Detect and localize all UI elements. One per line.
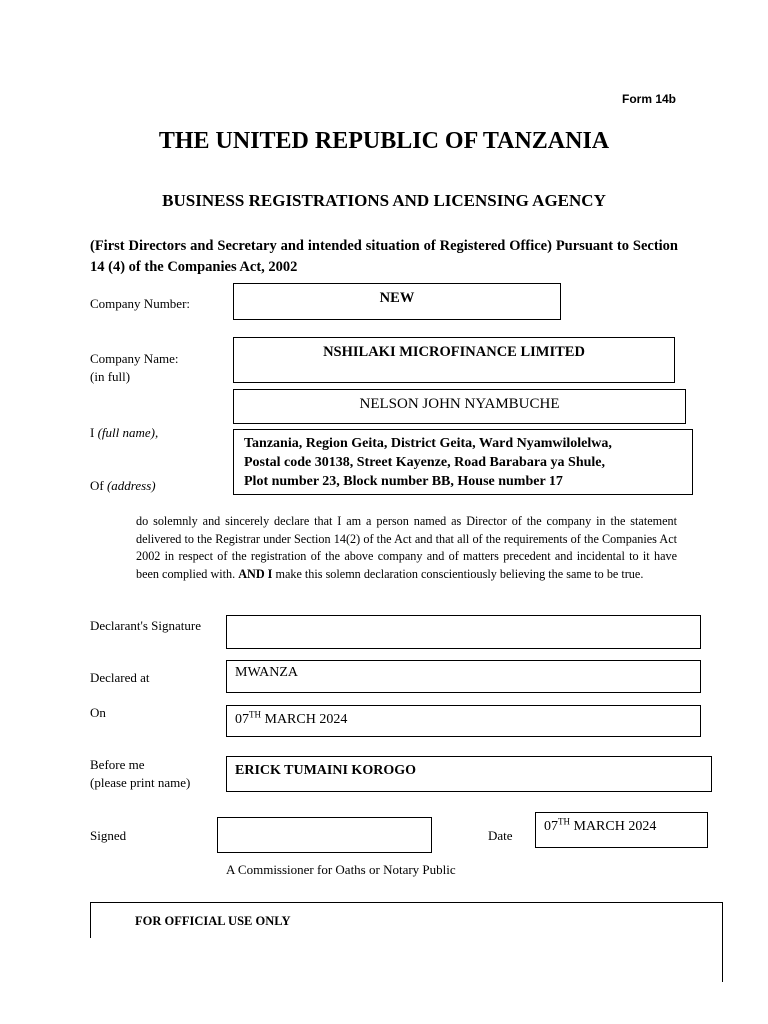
declared-on-suffix: TH bbox=[249, 709, 261, 720]
before-me-label-text: Before me bbox=[90, 757, 145, 772]
signed-label: Signed bbox=[90, 828, 127, 843]
official-use-label: FOR OFFICIAL USE ONLY bbox=[135, 914, 291, 928]
declared-at-label: Declared at bbox=[90, 670, 150, 685]
before-me-label bbox=[90, 756, 190, 792]
declared-at-value: MWANZA bbox=[235, 665, 298, 680]
address-prefix: Of bbox=[90, 478, 104, 493]
before-me-sub-label: (please print name) bbox=[90, 775, 191, 790]
company-number-field[interactable] bbox=[233, 283, 561, 320]
declaration-ending: make this solemn declaration conscientiously believing the same to be true. bbox=[275, 566, 644, 581]
address-hint: (address) bbox=[106, 478, 156, 493]
declaration-emphasis: AND I bbox=[238, 566, 273, 581]
declared-on-field[interactable] bbox=[226, 705, 701, 737]
declared-on-day: 07 bbox=[235, 712, 249, 727]
pursuant-heading: (First Directors and Secretary and intended situation of Registered Office) Pursuant to Section 14 (4) of the Companies Act, 2002 bbox=[90, 238, 678, 275]
company-number-label: Company Number: bbox=[90, 296, 191, 311]
signed-field[interactable] bbox=[217, 817, 432, 853]
page-title: THE UNITED REPUBLIC OF TANZANIA bbox=[158, 128, 610, 154]
signature-label: Declarant's Signature bbox=[90, 618, 201, 633]
company-name-label-text: Company Name: bbox=[90, 351, 179, 366]
on-label: On bbox=[90, 705, 106, 720]
date-month: MARCH 2024 bbox=[570, 819, 657, 834]
address-line: Tanzania, Region Geita, District Geita, Ward Nyamwilolelwa, bbox=[244, 436, 612, 451]
date-field[interactable] bbox=[535, 812, 708, 848]
full-name-label bbox=[90, 424, 158, 442]
address-field[interactable] bbox=[233, 429, 693, 495]
date-suffix: TH bbox=[558, 816, 570, 827]
address-line: Postal code 30138, Street Kayenze, Road Barabara ya Shule, bbox=[244, 455, 605, 470]
declared-at-field[interactable] bbox=[226, 660, 701, 693]
declaration-text bbox=[136, 513, 677, 583]
company-number-value: NEW bbox=[379, 290, 415, 306]
company-name-field[interactable] bbox=[233, 337, 675, 383]
company-name-value: NSHILAKI MICROFINANCE LIMITED bbox=[323, 344, 585, 360]
commissioner-caption: A Commissioner for Oaths or Notary Public bbox=[226, 862, 456, 877]
address-label bbox=[90, 477, 156, 495]
signature-field[interactable] bbox=[226, 615, 701, 649]
form-number: Form 14b bbox=[622, 92, 677, 106]
full-name-field[interactable] bbox=[233, 389, 686, 424]
before-me-value: ERICK TUMAINI KOROGO bbox=[235, 763, 416, 778]
company-name-sub-label: (in full) bbox=[90, 369, 131, 384]
full-name-prefix: I bbox=[90, 425, 95, 440]
full-name-hint: (full name), bbox=[97, 425, 159, 440]
date-label: Date bbox=[488, 828, 513, 843]
agency-title: BUSINESS REGISTRATIONS AND LICENSING AGENCY bbox=[162, 191, 606, 210]
declaration-body: do solemnly and sincerely declare that I am a person named as Director of the company in the statement delivered to the Registrar under Section 14(2) of the Act and that all of the requirements of the Companies Act 2002 in respect of the registration of the above company and of matters precedent and incidental to it have been complied with. bbox=[136, 514, 677, 581]
official-use-border bbox=[90, 902, 91, 938]
declared-on-month: MARCH 2024 bbox=[261, 712, 348, 727]
full-name-value: NELSON JOHN NYAMBUCHE bbox=[359, 396, 560, 412]
before-me-field[interactable] bbox=[226, 756, 712, 792]
address-line: Plot number 23, Block number BB, House number 17 bbox=[244, 474, 563, 489]
date-day: 07 bbox=[544, 819, 558, 834]
company-name-label bbox=[90, 350, 178, 386]
